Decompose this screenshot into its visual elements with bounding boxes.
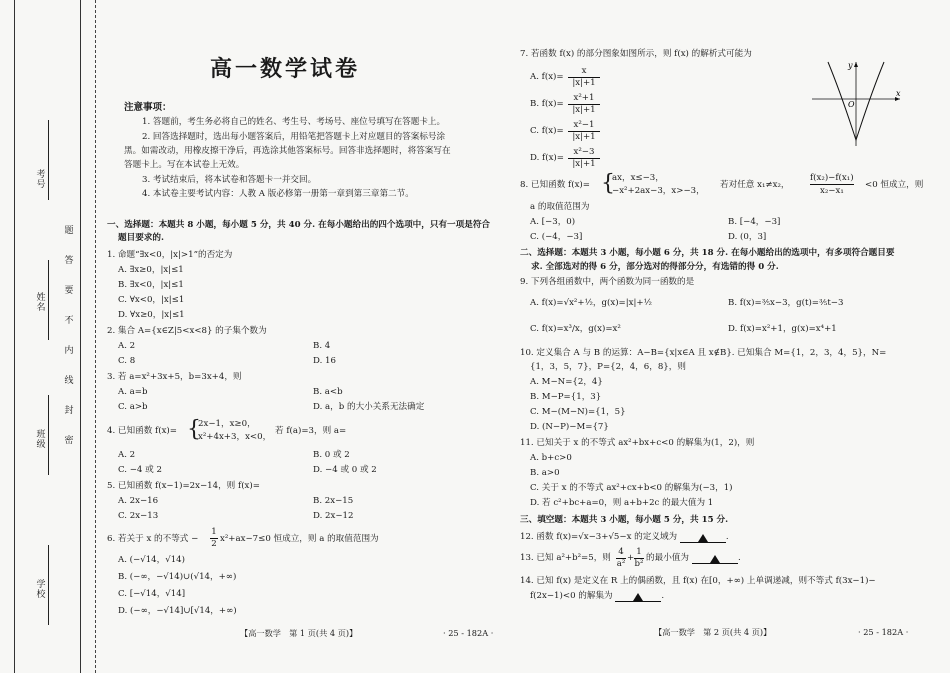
q1-option-a: A. ∃x≥0，|x|≤1 [118, 265, 184, 275]
q14-end: . [661, 591, 665, 601]
q5-option-b: B. 2x−15 [313, 496, 354, 506]
q6-stem-pre: 6. 若关于 x 的不等式 − [107, 534, 199, 544]
q3-option-b: B. a<b [313, 387, 343, 397]
page1-footer-left: 【高一数学 第 1 页(共 4 页)】 [240, 628, 358, 638]
q7-option-numerator: x²−1 [568, 120, 600, 132]
q13-stem [520, 547, 780, 571]
exam-no-label: 考号 [36, 170, 46, 190]
q8-option-b: B. [−4，−3] [728, 217, 781, 227]
seal-char: 内 [64, 346, 74, 356]
q7-option-label: A. f(x)= [530, 72, 564, 82]
answer-triangle-icon [698, 534, 708, 542]
q8-option-a: A. [−3，0) [530, 217, 576, 227]
q13-end: . [738, 553, 741, 563]
q5-option-c: C. 2x−13 [118, 511, 159, 521]
q5-option-d: D. 2x−12 [313, 511, 354, 521]
q2-option-a: A. 2 [118, 341, 136, 351]
q7-option-numerator: x²−3 [568, 147, 600, 159]
q10-option-c: C. M−(M−N)={1，5} [530, 407, 626, 417]
q8-option-d: D. (0，3] [728, 232, 767, 242]
q7-stem: 7. 若函数 f(x) 的部分图象如图所示，则 f(x) 的解析式可能为 [520, 49, 752, 59]
q11-option-c: C. 关于 x 的不等式 ax²+cx+b<0 的解集为(−3，1) [530, 483, 733, 493]
q7-option-denominator: |x|+1 [572, 159, 596, 169]
y-axis-arrow [854, 62, 858, 67]
q12-text: 12. 函数 f(x)=√x−3+√5−x 的定义域为 [520, 532, 678, 542]
q13-stem-pre: 13. 已知 a²+b²=5，则 [520, 553, 611, 563]
answer-triangle-icon [710, 555, 720, 563]
q3-option-d: D. a，b 的大小关系无法确定 [313, 402, 425, 412]
seal-char: 题 [64, 226, 74, 236]
q8-brace: { [601, 171, 615, 196]
q6-option-b: B. (−∞，−√14)∪(√14，+∞) [118, 572, 237, 582]
q4-option-d: D. −4 或 0 或 2 [313, 465, 377, 475]
page-title: 高一数学试卷 [210, 57, 361, 82]
q13-frac2-num: 1 [634, 547, 644, 559]
q7-option-denominator: |x|+1 [572, 78, 596, 88]
q4-option-c: C. −4 或 2 [118, 465, 162, 475]
q10-stem: 10. 定义集合 A 与 B 的运算：A−B={x|x∈A 且 x∉B}. 已知集合 M={1，2，3，4，5}，N= [520, 348, 887, 358]
school-label: 学校 [36, 580, 46, 600]
q8-post: <0 恒成立，则 [865, 180, 924, 190]
q10-option-d: D. (N−P)−M={7} [530, 422, 609, 432]
name-label: 姓名 [36, 293, 46, 313]
q13-frac1-den: a² [616, 559, 626, 569]
q7-option-a [530, 66, 670, 90]
q7-option-denominator: |x|+1 [572, 132, 596, 142]
q1-option-c: C. ∀x<0，|x|≤1 [118, 295, 185, 305]
seal-char: 线 [64, 376, 74, 386]
q7-option-c [530, 120, 670, 144]
q9-option-d: D. f(x)=x²+1，g(x)=x⁴+1 [728, 324, 837, 334]
notice-line: 答题卡上。写在本试卷上无效。 [124, 160, 245, 170]
graph-x-label: x [896, 89, 901, 98]
q8-option-c: C. (−4，−3] [530, 232, 583, 242]
school-line [48, 545, 49, 625]
seal-char: 答 [64, 256, 74, 266]
notice-line: 3. 考试结束后，将本试卷和答题卡一并交回。 [142, 175, 317, 185]
page2-footer-right: · 25 - 182A · [858, 627, 909, 637]
q6-stem-post: x²+ax−7≤0 恒成立，则 a 的取值范围为 [220, 534, 379, 544]
q4-case2: x²+4x+3，x<0， [198, 432, 272, 442]
q6-option-d: D. (−∞，−√14]∪[√14，+∞) [118, 606, 237, 616]
q9-option-b: B. f(x)=⅗x−3，g(t)=⅗t−3 [728, 298, 844, 308]
q7-option-label: D. f(x)= [530, 153, 564, 163]
seal-dashed-line [95, 0, 96, 673]
q10-option-a: A. M−N={2，4} [530, 377, 603, 387]
q7-option-b [530, 93, 670, 117]
q1-option-d: D. ∀x≥0，|x|≤1 [118, 310, 185, 320]
page2-footer-left: 【高一数学 第 2 页(共 4 页)】 [654, 627, 772, 637]
q3-option-a: A. a=b [118, 387, 148, 397]
q8-stem [520, 171, 924, 198]
q2-option-b: B. 4 [313, 341, 331, 351]
q14-answer-blank[interactable] [615, 592, 661, 602]
q12-stem [520, 532, 729, 543]
q8-mid: 若对任意 x₁≠x₂， [720, 180, 790, 190]
q6-frac-den: 2 [211, 539, 217, 549]
section1-heading: 一、选择题：本题共 8 小题，每小题 5 分，共 40 分. 在每小题给出的四个选项中，只有一项是符合 [107, 220, 491, 230]
q14-stem: 14. 已知 f(x) 是定义在 R 上的偶函数，且 f(x) 在[0，+∞) 上单调递减，则不等式 f(3x−1)− [520, 576, 876, 586]
q2-option-d: D. 16 [313, 356, 336, 366]
q13-answer-wrap [692, 553, 741, 564]
q6-option-a: A. (−√14，√14) [118, 555, 185, 565]
q6-frac-num: 1 [211, 527, 217, 537]
page1-footer-right: · 25 - 182A · [443, 628, 494, 638]
class-label: 班级 [36, 430, 46, 450]
q12-end: . [725, 532, 729, 542]
section3-heading: 三、填空题：本题共 3 小题，每小题 5 分，共 15 分. [520, 515, 729, 525]
q7-option-label: C. f(x)= [530, 126, 564, 136]
q7-function-graph [808, 58, 904, 148]
q9-stem: 9. 下列各组函数中，两个函数为同一函数的是 [520, 277, 695, 287]
q5-option-a: A. 2x−16 [118, 496, 159, 506]
q8-stem-cont: a 的取值范围为 [530, 202, 590, 212]
q8-stem-pre: 8. 已知函数 f(x)= [520, 180, 590, 190]
notice-line: 2. 回答选择题时，选出每小题答案后，用铅笔把答题卡上对应题目的答案标号涂 [142, 132, 446, 142]
graph-origin-label: O [848, 100, 855, 109]
q2-stem: 2. 集合 A={x∈Z|5<x<8} 的子集个数为 [107, 326, 267, 336]
q11-stem: 11. 已知关于 x 的不等式 ax²+bx+c<0 的解集为(1，2)，则 [520, 438, 755, 448]
q9-option-a: A. f(x)=√x²+½，g(x)=|x|+½ [530, 298, 652, 308]
graph-y-label: y [848, 61, 853, 70]
q4-option-b: B. 0 或 2 [313, 450, 350, 460]
answer-triangle-icon [633, 593, 643, 601]
q14-stem-cont [530, 591, 664, 602]
q11-option-b: B. a>0 [530, 468, 560, 478]
q10-option-b: B. M−P={1，3} [530, 392, 602, 402]
notice-heading: 注意事项： [124, 102, 172, 113]
q7-option-denominator: |x|+1 [572, 105, 596, 115]
q7-option-label: B. f(x)= [530, 99, 564, 109]
margin-line [14, 0, 15, 673]
class-line [48, 395, 49, 475]
q7-option-numerator: x²+1 [568, 93, 600, 105]
q7-option-numerator: x [568, 66, 600, 78]
q4-stem-pre: 4. 已知函数 f(x)= [107, 426, 177, 436]
q4-case1: 2x−1，x≥0， [198, 419, 256, 429]
section1-heading-cont: 题目要求的. [118, 233, 164, 243]
q4-option-a: A. 2 [118, 450, 136, 460]
q6-option-c: C. [−√14，√14] [118, 589, 186, 599]
q1-stem: 1. 命题“∃x<0，|x|>1”的否定为 [107, 250, 233, 260]
q3-stem: 3. 若 a=x²+3x+5，b=3x+4，则 [107, 372, 242, 382]
q13-frac2-den: b² [634, 559, 644, 569]
q11-option-d: D. 若 c²+bc+a=0，则 a+b+2c 的最大值为 1 [530, 498, 714, 508]
section2-heading: 二、选择题：本题共 3 小题，每小题 6 分，共 18 分. 在每小题给出的选项中，有多项符合题目要 [520, 248, 895, 258]
q11-option-a: A. b+c>0 [530, 453, 572, 463]
q8-frac-den: x₂−x₁ [820, 186, 844, 196]
margin-line [80, 0, 81, 673]
q1-option-b: B. ∃x<0，|x|≤1 [118, 280, 184, 290]
q8-case1: ax，x≤−3， [612, 173, 664, 183]
q8-frac-num: f(x₂)−f(x₁) [810, 173, 854, 183]
notice-line: 4. 本试卷主要考试内容：人教 A 版必修第一册第一章到第三章第二节。 [142, 189, 414, 199]
q4-brace: { [187, 417, 201, 442]
q13-answer-blank[interactable] [692, 554, 738, 564]
q13-stem-post: 的最小值为 [646, 553, 689, 563]
seal-char: 封 [64, 406, 74, 416]
q12-answer-blank[interactable] [680, 533, 726, 543]
seal-char: 不 [64, 316, 74, 326]
binding-margin [0, 0, 100, 673]
exam-no-line [48, 120, 49, 200]
section2-heading-cont: 求. 全部选对的得 6 分，部分选对的得部分分，有选错的得 0 分. [531, 262, 779, 272]
name-line [48, 260, 49, 340]
seal-char: 要 [64, 286, 74, 296]
q3-option-c: C. a>b [118, 402, 148, 412]
q13-plus: + [627, 553, 635, 563]
q14-text: f(2x−1)<0 的解集为 [530, 591, 613, 601]
q5-stem: 5. 已知函数 f(x−1)=2x−14，则 f(x)= [107, 481, 260, 491]
q7-option-d [530, 147, 670, 171]
notice-line: 1. 答题前，考生务必将自己的姓名、考生号、考场号、座位号填写在答题卡上。 [142, 117, 446, 127]
q4-stem-post: 若 f(a)=3，则 a= [275, 426, 347, 436]
q9-option-c: C. f(x)=x³/x，g(x)=x² [530, 324, 621, 334]
seal-char: 密 [64, 436, 74, 446]
q2-option-c: C. 8 [118, 356, 136, 366]
q10-stem-cont: {1，3，5，7}，P={2，4，6，8}，则 [530, 362, 686, 372]
q13-frac1-num: 4 [616, 547, 626, 559]
q8-case2: −x²+2ax−3，x>−3， [612, 186, 705, 196]
notice-line: 黑。如需改动，用橡皮擦干净后，再选涂其他答案标号。回答非选择题时，将答案写在 [124, 146, 451, 156]
